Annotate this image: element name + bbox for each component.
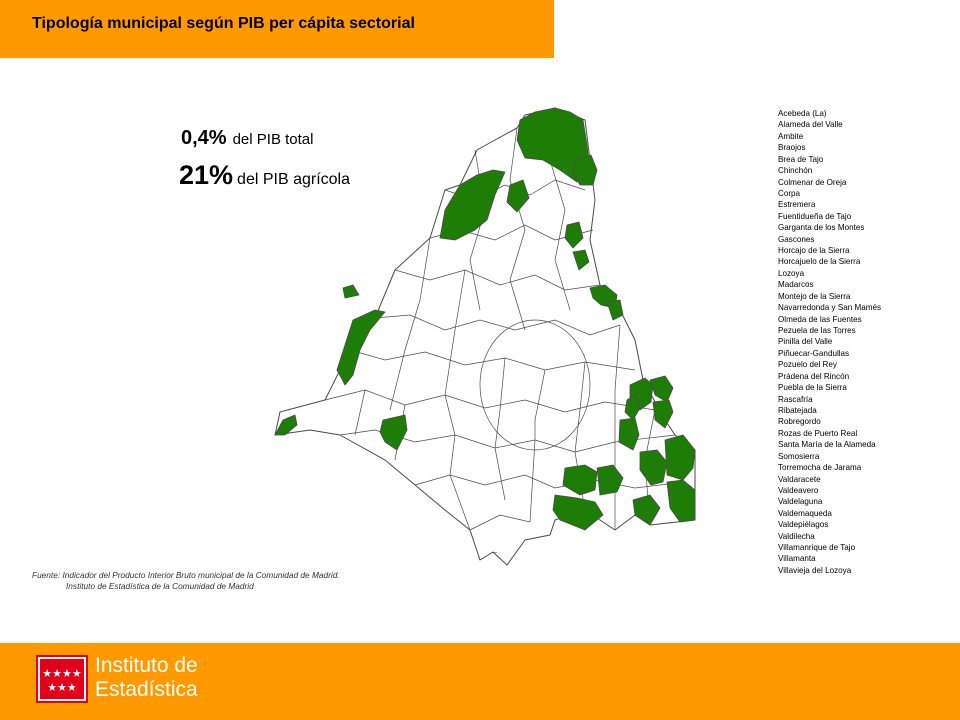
list-item: Valdepiélagos — [778, 520, 829, 530]
list-item: Chinchón — [778, 166, 813, 176]
madrid-municipal-map — [255, 90, 715, 570]
list-item: Villavieja del Lozoya — [778, 565, 852, 575]
institute-logo-icon — [36, 655, 88, 703]
list-item: Alameda del Valle — [778, 120, 843, 130]
list-item: Acebeda (La) — [778, 109, 827, 118]
stat-total-value: 0,4% — [181, 127, 227, 149]
svg-text:★★★: ★★★ — [47, 681, 77, 694]
list-item: Fuentidueña de Tajo — [778, 211, 852, 221]
stat-agri-value: 21% — [179, 160, 234, 190]
list-item: Valdaracete — [778, 474, 821, 484]
list-item: Prádena del Rincón — [778, 371, 850, 381]
list-item: Valdelaguna — [778, 497, 823, 507]
list-item: Ribatejada — [778, 405, 817, 415]
list-item: Brea de Tajo — [778, 154, 824, 164]
list-item: Braojos — [778, 143, 806, 153]
list-item: Pezuela de las Torres — [778, 326, 856, 336]
map-region-west-1 — [343, 285, 359, 298]
list-item: Estremera — [778, 200, 816, 210]
list-item: Villamanta — [778, 554, 816, 564]
list-item: Pinilla del Valle — [778, 337, 833, 347]
list-item: Gascones — [778, 234, 815, 244]
source-line-1: Fuente: Indicador del Producto Interior Bruto municipal de la Comunidad de Madrid. — [32, 570, 340, 580]
list-item: Valdeavero — [778, 485, 819, 495]
svg-text:★★★★: ★★★★ — [42, 667, 82, 680]
municipality-list — [778, 108, 881, 576]
source-note — [32, 570, 340, 592]
stat-total-label: del PIB total — [232, 131, 314, 148]
list-item: Piñuecar-Gandullas — [778, 348, 850, 358]
list-item: Somosierra — [778, 451, 820, 461]
title-bar — [0, 0, 554, 58]
list-item: Robregordo — [778, 417, 821, 427]
list-item: Torremocha de Jarama — [778, 463, 862, 473]
list-item: Horcajo de la Sierra — [778, 246, 850, 256]
institute-name-line-1: Instituto de — [95, 654, 198, 677]
map-scale-label: ~ — [493, 550, 498, 557]
list-item: Villamanrique de Tajo — [778, 543, 856, 553]
list-item: Colmenar de Oreja — [778, 177, 847, 187]
institute-name — [95, 654, 198, 702]
footer-bar — [0, 643, 960, 720]
list-item: Rascafría — [778, 394, 813, 404]
list-item: Valdilecha — [778, 531, 815, 541]
source-line-2: Instituto de Estadística de la Comunidad de Madrid — [66, 581, 254, 591]
stat-agri-label: del PIB agrícola — [237, 171, 350, 188]
list-item: Navarredonda y San Mamés — [778, 303, 882, 313]
list-item: Puebla de la Sierra — [778, 383, 847, 393]
list-item: Horcajuelo de la Sierra — [778, 257, 861, 267]
list-item: Ambite — [778, 131, 804, 141]
list-item: Rozas de Puerto Real — [778, 428, 858, 438]
list-item: Corpa — [778, 188, 801, 198]
list-item: Garganta de los Montes — [778, 223, 865, 233]
list-item: Santa María de la Alameda — [778, 440, 876, 450]
list-item: Pozuelo del Rey — [778, 360, 837, 370]
list-item: Olmeda de las Fuentes — [778, 314, 862, 324]
institute-name-line-2: Estadística — [95, 678, 198, 701]
list-item: Madarcos — [778, 280, 814, 290]
page-title: Tipología municipal según PIB per cápita sectorial — [32, 15, 415, 32]
list-item: Montejo de la Sierra — [778, 291, 851, 301]
list-item: Valdemaqueda — [778, 508, 832, 518]
list-item: Lozoya — [778, 268, 805, 278]
